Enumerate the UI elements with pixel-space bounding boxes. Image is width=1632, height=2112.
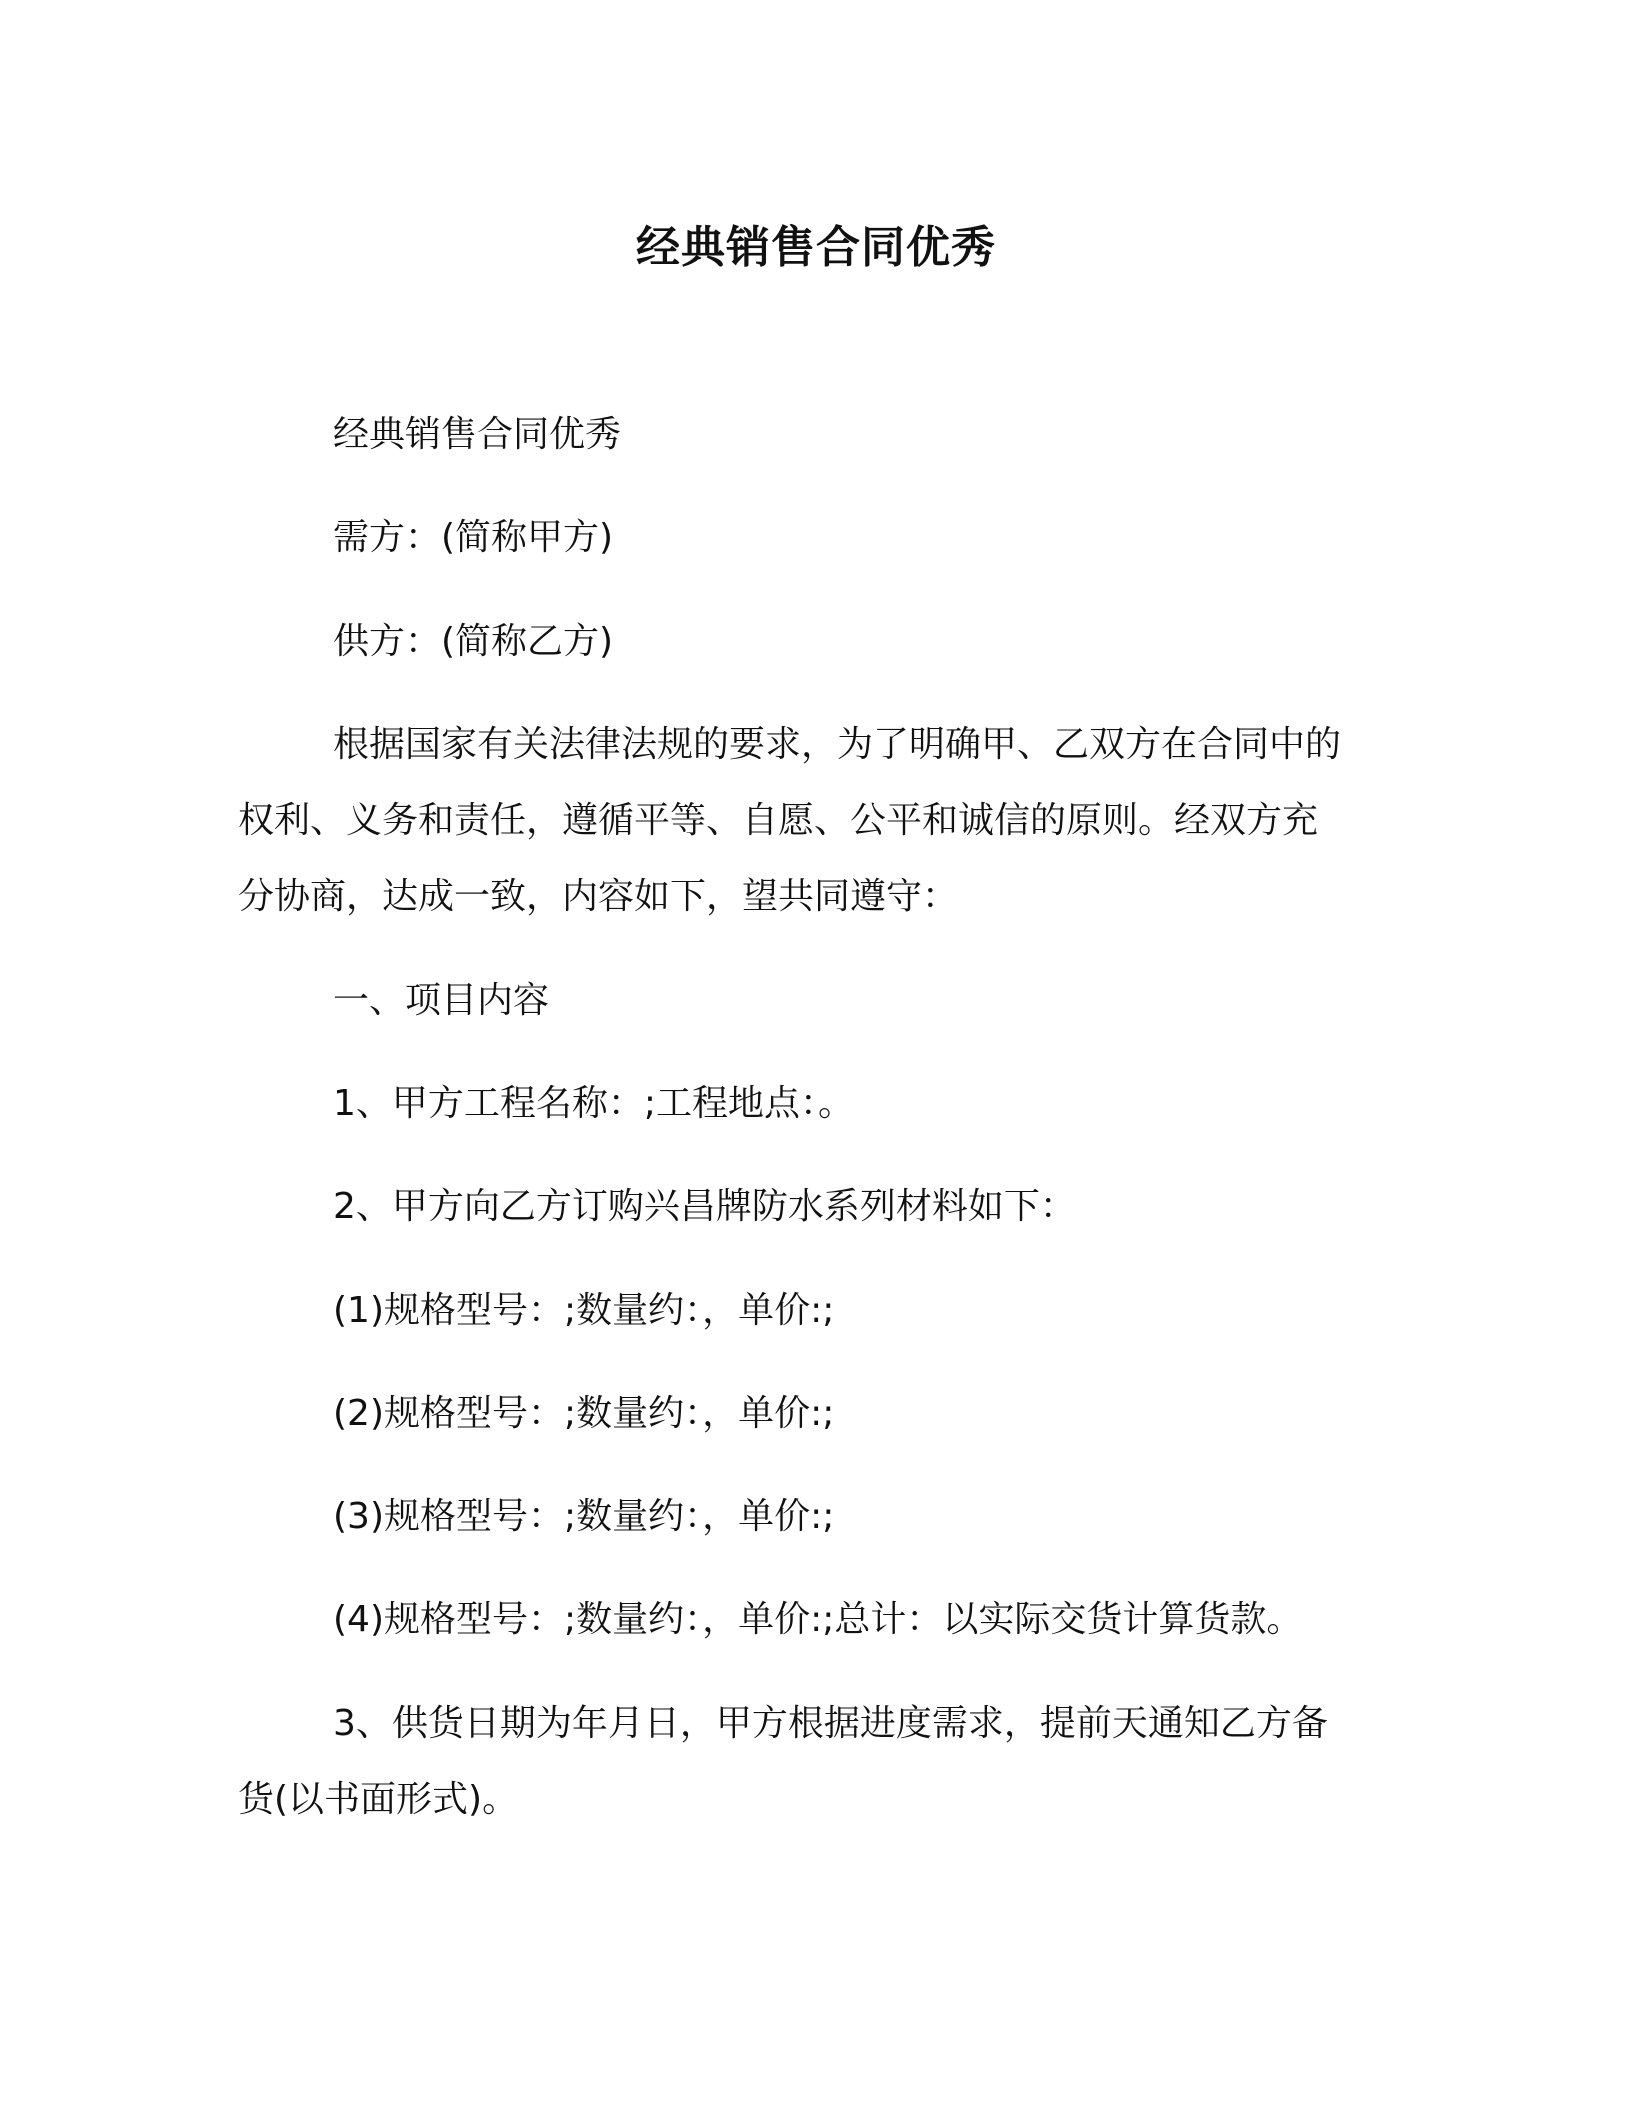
paragraph-preamble-line-3: 分协商，达成一致，内容如下，望共同遵守： [238, 876, 959, 917]
paragraph-buyer: 需方：(简称甲方) [333, 517, 614, 558]
paragraph-spec-2: (2)规格型号：;数量约：，单价:; [333, 1393, 835, 1434]
document-title: 经典销售合同优秀 [636, 222, 996, 273]
paragraph-item-3-line-2: 货(以书面形式)。 [238, 1779, 519, 1820]
paragraph-spec-4: (4)规格型号：;数量约：，单价:;总计：以实际交货计算货款。 [333, 1599, 1303, 1640]
paragraph-spec-3: (3)规格型号：;数量约：，单价:; [333, 1496, 835, 1537]
paragraph-subtitle: 经典销售合同优秀 [333, 414, 622, 455]
paragraph-preamble-line-1: 根据国家有关法律法规的要求，为了明确甲、乙双方在合同中的 [333, 724, 1342, 765]
paragraph-spec-1: (1)规格型号：;数量约：，单价:; [333, 1290, 835, 1331]
paragraph-preamble-line-2: 权利、义务和责任，遵循平等、自愿、公平和诚信的原则。经双方充 [238, 800, 1319, 841]
paragraph-seller: 供方：(简称乙方) [333, 621, 614, 662]
section-heading-project-content: 一、项目内容 [333, 980, 550, 1021]
paragraph-item-2: 2、甲方向乙方订购兴昌牌防水系列材料如下： [333, 1186, 1076, 1227]
paragraph-item-1: 1、甲方工程名称：;工程地点：。 [333, 1083, 855, 1124]
paragraph-item-3-line-1: 3、供货日期为年月日，甲方根据进度需求，提前天通知乙方备 [333, 1703, 1328, 1744]
